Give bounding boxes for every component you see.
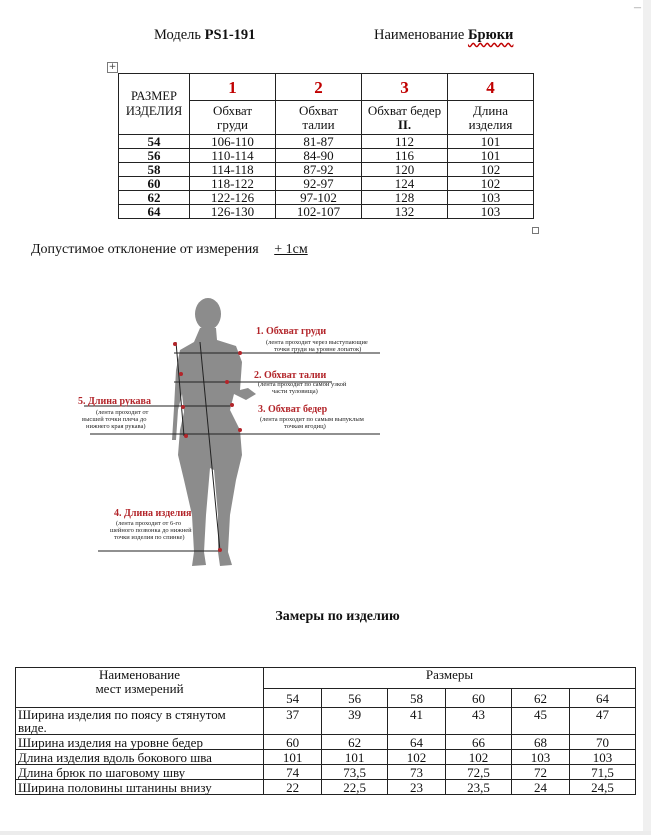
page-edge-bottom: [0, 831, 651, 835]
model-line: [154, 27, 255, 44]
table-row: 62 122-126 97-102 128 103: [119, 191, 534, 205]
page-edge-right: [643, 0, 651, 835]
label-length: [110, 508, 192, 541]
svg-text:(лента проходит по самой узкой: (лента проходит по самой узкой: [258, 381, 347, 388]
product-name-line: [374, 27, 513, 44]
size-col-54: 54: [264, 689, 322, 708]
table-row: 58 114-118 87-92 120 102: [119, 163, 534, 177]
section-title: Замеры по изделию: [275, 609, 400, 624]
table-row: 60 118-122 92-97 124 102: [119, 177, 534, 191]
model-value: PS1-191: [204, 27, 256, 43]
column-number-1: 1: [190, 74, 276, 101]
svg-text:(лента проходит через выступаю: (лента проходит через выступающие: [266, 339, 368, 346]
svg-text:(лента проходит по самым выпук: (лента проходит по самым выпуклым: [260, 416, 364, 423]
svg-text:высшей точки плеча до: высшей точки плеча до: [82, 416, 147, 423]
svg-text:(лента проходит от: (лента проходит от: [96, 409, 149, 416]
table-move-handle-icon[interactable]: +: [108, 62, 117, 72]
svg-text:4. Длина изделия: 4. Длина изделия: [114, 508, 192, 519]
size-col-64: 64: [570, 689, 636, 708]
body-silhouette: [172, 298, 256, 566]
measure-name-header: Наименование мест измерений: [16, 668, 264, 708]
column-number-3: 3: [362, 74, 448, 101]
table-row: Ширина изделия на уровне бедер 60 62 64 66 68 70: [16, 735, 636, 750]
name-value: Брюки: [467, 27, 514, 43]
table-row: 64 126-130 102-107 132 103: [119, 205, 534, 219]
column-name-hips: Обхват бедер II.: [362, 101, 448, 135]
svg-text:1. Обхват груди: 1. Обхват груди: [256, 326, 327, 337]
table-row: Ширина изделия по поясу в стянутом виде. 37 39 41 43 45 47: [16, 708, 636, 735]
svg-text:точкам ягодиц): точкам ягодиц): [284, 423, 326, 430]
size-col-56: 56: [322, 689, 388, 708]
label-sleeve: [78, 396, 151, 430]
svg-text:2. Обхват талии: 2. Обхват талии: [254, 370, 327, 381]
corner-mark: –: [634, 0, 641, 15]
tolerance-value: + 1см: [274, 242, 308, 257]
column-number-4: 4: [448, 74, 534, 101]
svg-text:части туловища): части туловища): [272, 388, 318, 395]
table-row: Длина брюк по шаговому шву 74 73,5 73 72,5 72 71,5: [16, 765, 636, 780]
column-number-2: 2: [276, 74, 362, 101]
svg-text:шейного позвонка до нижней: шейного позвонка до нижней: [110, 527, 192, 534]
table-resize-handle[interactable]: [532, 227, 539, 234]
table-row: Ширина половины штанины внизу 22 22,5 23 23,5 24 24,5: [16, 780, 636, 795]
tolerance-text: Допустимое отклонение от измерения: [31, 242, 259, 257]
table-row: 56 110-114 84-90 116 101: [119, 149, 534, 163]
size-chart-table: [118, 73, 534, 219]
name-label: Наименование: [374, 27, 465, 43]
svg-text:5. Длина рукава: 5. Длина рукава: [78, 396, 151, 407]
svg-text:точки изделия по спинке): точки изделия по спинке): [114, 534, 185, 541]
table-row: 54 106-110 81-87 112 101: [119, 135, 534, 149]
column-name-length: Длина изделия: [448, 101, 534, 135]
measurement-diagram: [70, 290, 390, 585]
sizes-header: Размеры: [264, 668, 636, 689]
column-name-waist: Обхват талии: [276, 101, 362, 135]
size-col-62: 62: [511, 689, 569, 708]
size-header-cell: РАЗМЕР ИЗДЕЛИЯ: [119, 74, 190, 135]
size-col-60: 60: [446, 689, 512, 708]
svg-text:точки груди на уровне лопаток): точки груди на уровне лопаток): [274, 346, 362, 353]
column-name-chest: Обхват груди: [190, 101, 276, 135]
svg-text:(лента проходит от 6-го: (лента проходит от 6-го: [116, 520, 182, 527]
body-silhouette-figure: [70, 290, 390, 585]
table-row: Длина изделия вдоль бокового шва 101 101 102 102 103 103: [16, 750, 636, 765]
label-chest: [256, 326, 368, 353]
label-hips: [258, 404, 364, 430]
svg-text:нижнего края рукава): нижнего края рукава): [86, 423, 146, 430]
size-col-58: 58: [387, 689, 445, 708]
svg-text:3. Обхват бедер: 3. Обхват бедер: [258, 404, 328, 415]
label-waist: [254, 370, 347, 395]
model-label: Модель: [154, 27, 202, 43]
tolerance-line: [31, 242, 308, 258]
garment-measurements-table: [15, 667, 636, 795]
